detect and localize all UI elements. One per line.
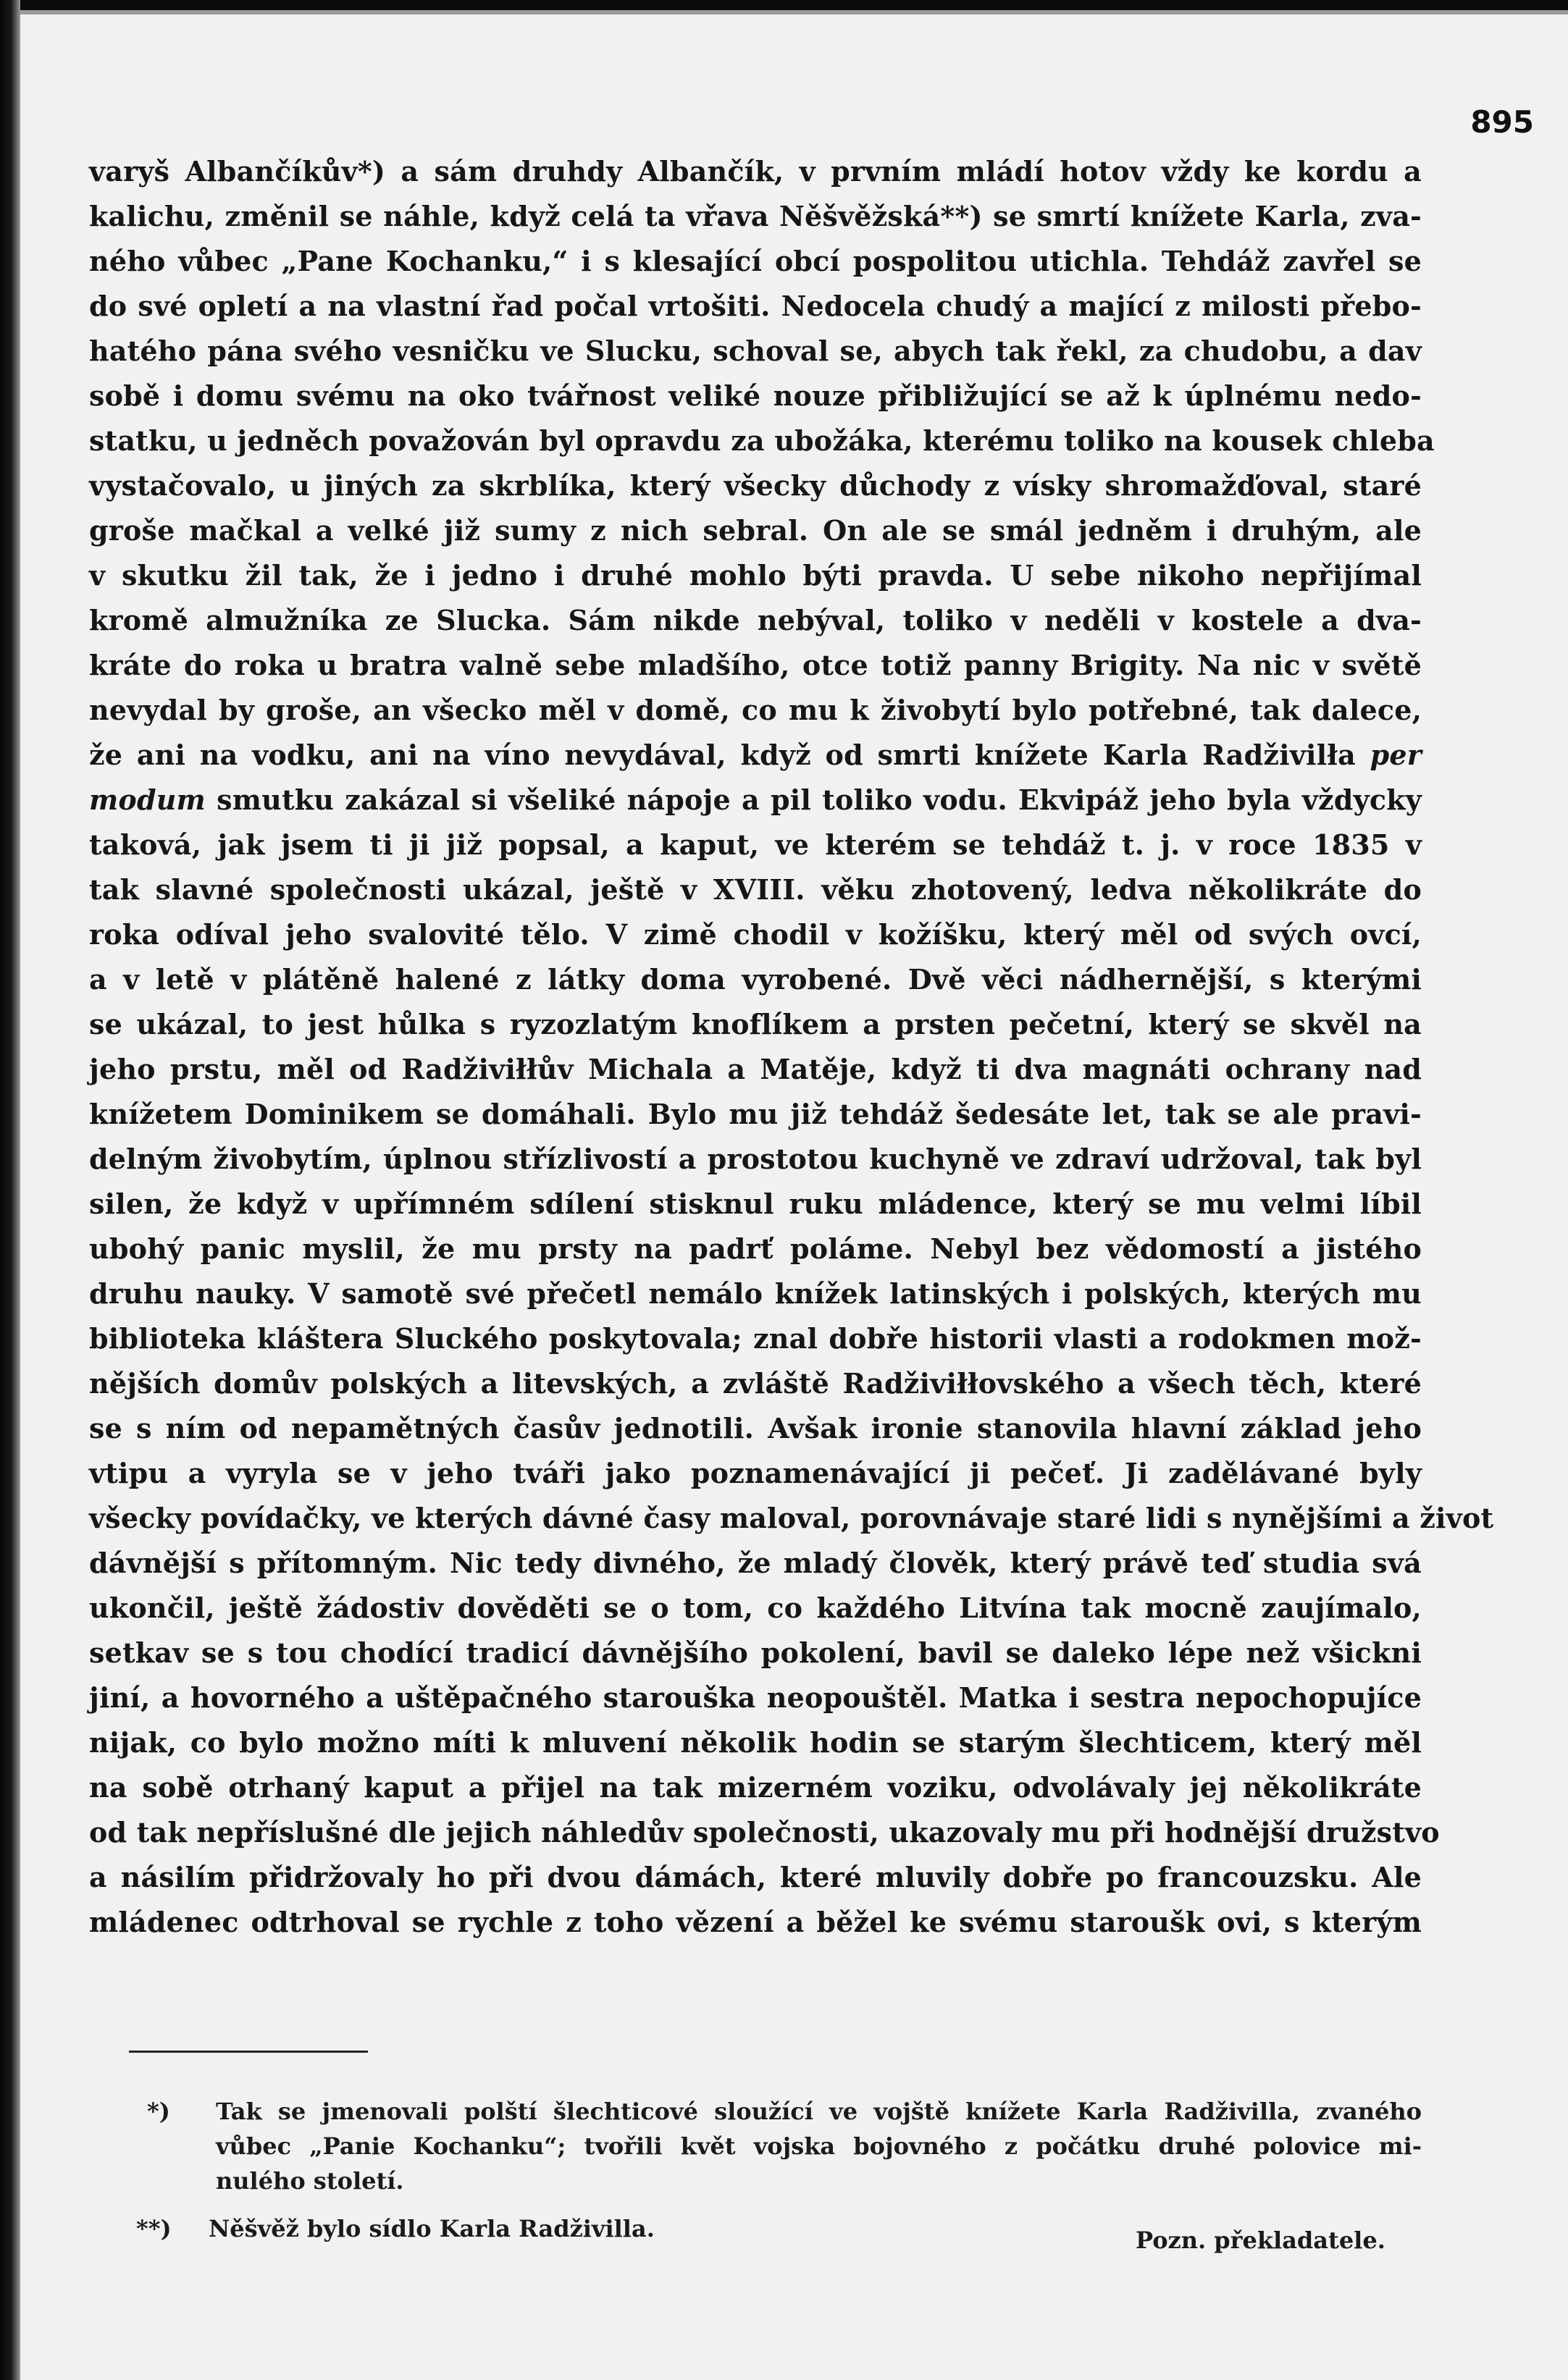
footnote-1-line: nulého století. xyxy=(216,2167,404,2195)
text-line: nevydal by groše, an všecko měl v domě, co mu k živobytí bylo potřebné, tak dalece, xyxy=(89,694,1422,726)
text-line: statku, u jedněch považován byl opravdu za ubožáka, kterému toliko na kousek chleba xyxy=(89,424,1435,457)
text-line: groše mačkal a velké již sumy z nich sebral. On ale se smál jedněm i druhým, ale xyxy=(89,514,1422,547)
text-line: sobě i domu svému na oko tvářnost veliké nouze přibližující se až k úplnému nedo- xyxy=(89,379,1422,412)
text-line: jiní, a hovorného a uštěpačného starouška neopouštěl. Matka i sestra nepochopujíce xyxy=(89,1681,1422,1714)
text-line: nijak, co bylo možno míti k mluvení několik hodin se starým šlechticem, který měl xyxy=(89,1726,1422,1759)
text-line: kalichu, změnil se náhle, když celá ta vřava Něšvěžská**) se smrtí knížete Karla, zva- xyxy=(89,200,1422,232)
text-line: silen, že když v upřímném sdílení stisknul ruku mládence, který se mu velmi líbil xyxy=(89,1187,1422,1220)
text-line: ukončil, ještě žádostiv dověděti se o tom, co každého Litvína tak mocně zaujímalo, xyxy=(89,1591,1422,1624)
text-line: tak slavné společnosti ukázal, ještě v XVIII. věku zhotovený, ledva několikráte do xyxy=(89,873,1422,906)
text-line: roka odíval jeho svalovité tělo. V zimě chodil v kožíšku, který měl od svých ovcí, xyxy=(89,918,1422,951)
text-line: ubohý panic myslil, že mu prsty na padrť poláme. Nebyl bez vědomostí a jistého xyxy=(89,1232,1422,1265)
text-line: mládenec odtrhoval se rychle z toho vězení a běžel ke svému staroušk ovi, s kterým xyxy=(89,1906,1422,1938)
text-line: od tak nepříslušné dle jejich náhledův společnosti, ukazovaly mu při hodnější družstvo xyxy=(89,1816,1440,1849)
page-number: 895 xyxy=(1470,104,1534,140)
text-line: ného vůbec „Pane Kochanku,“ i s klesající obcí pospolitou utichla. Tehdáž zavřel se xyxy=(89,245,1422,277)
text-line: druhu nauky. V samotě své přečetl nemálo knížek latinských i polských, kterých mu xyxy=(89,1277,1422,1310)
book-page xyxy=(20,10,1568,2380)
footnote-2-text: Něšvěž bylo sídlo Karla Radživilla. xyxy=(209,2215,655,2242)
text-line: vystačovalo, u jiných za skrblíka, který všecky důchody z vísky shromažďoval, staré xyxy=(89,469,1422,502)
text-line: dávnější s přítomným. Nic tedy divného, že mladý člověk, který právě teď studia svá xyxy=(89,1547,1422,1579)
text-line: varyš Albančíkův*) a sám druhdy Albančík, v prvním mládí hotov vždy ke kordu a xyxy=(89,155,1422,188)
text-line: hatého pána svého vesničku ve Slucku, schoval se, abych tak řekl, za chudobu, a dav xyxy=(89,335,1422,367)
text-line: všecky povídačky, ve kterých dávné časy maloval, porovnávaje staré lidi s nynějšími a život xyxy=(89,1502,1494,1534)
footnote-1-mark: *) xyxy=(147,2098,170,2125)
text-line: taková, jak jsem ti ji již popsal, a kaput, ve kterém se tehdáž t. j. v roce 1835 v xyxy=(89,828,1422,861)
text-line: se s ním od nepamětných časův jednotili. Avšak ironie stanovila hlavní základ jeho xyxy=(89,1412,1422,1445)
translator-note: Pozn. překladatele. xyxy=(1136,2226,1385,2254)
text-line: kráte do roka u bratra valně sebe mladšího, otce totiž panny Brigity. Na nic v světě xyxy=(89,649,1422,681)
text-line: do své opletí a na vlastní řad počal vrtošiti. Nedocela chudý a mající z milosti přebo- xyxy=(89,290,1422,322)
text-line: vtipu a vyryla se v jeho tváři jako poznamenávající ji pečeť. Ji zadělávané byly xyxy=(89,1457,1422,1489)
text-line: jeho prstu, měl od Radživiłłův Michala a Matěje, když ti dva magnáti ochrany nad xyxy=(89,1053,1422,1085)
body-text xyxy=(20,10,1568,2380)
footnote-1-line: Tak se jmenovali polští šlechticové sloužící ve vojště knížete Karla Radživilla, zvaného xyxy=(216,2098,1422,2125)
text-line: a násilím přidržovaly ho při dvou dámách, které mluvily dobře po francouzsku. Ale xyxy=(89,1861,1422,1893)
text-line: nějších domův polských a litevských, a zvláště Radživiłłovského a všech těch, které xyxy=(89,1367,1422,1400)
text-line: v skutku žil tak, že i jedno i druhé mohlo býti pravda. U sebe nikoho nepřijímal xyxy=(89,559,1422,592)
footnote-separator xyxy=(129,2051,368,2053)
text-line: na sobě otrhaný kaput a přijel na tak mizerném voziku, odvolávaly jej několikráte xyxy=(89,1771,1422,1804)
text-line: se ukázal, to jest hůlka s ryzozlatým knoflíkem a prsten pečetní, který se skvěl na xyxy=(89,1008,1422,1040)
text-line: delným živobytím, úplnou střízlivostí a prostotou kuchyně ve zdraví udržoval, tak byl xyxy=(89,1143,1422,1175)
text-line: biblioteka kláštera Sluckého poskytovala; znal dobře historii vlasti a rodokmen mož- xyxy=(89,1322,1422,1355)
text-line: a v letě v plátěně halené z látky doma vyrobené. Dvě věci nádhernější, s kterými xyxy=(89,963,1422,996)
text-line: setkav se s tou chodící tradicí dávnějšího pokolení, bavil se daleko lépe než všickni xyxy=(89,1636,1422,1669)
text-line: že ani na vodku, ani na víno nevydával, když od smrti knížete Karla Radživilła per xyxy=(89,739,1422,771)
text-line: knížetem Dominikem se domáhali. Bylo mu již tehdáž šedesáte let, tak se ale pravi- xyxy=(89,1098,1422,1130)
footnote-2-mark: **) xyxy=(136,2215,172,2242)
text-line: kromě almužníka ze Slucka. Sám nikde nebýval, toliko v neděli v kostele a dva- xyxy=(89,604,1422,636)
scan-left-edge xyxy=(0,0,20,2380)
footnote-1-line: vůbec „Panie Kochanku“; tvořili květ vojska bojovného z počátku druhé polovice mi- xyxy=(216,2132,1422,2160)
text-line: modum smutku zakázal si všeliké nápoje a pil toliko vodu. Ekvipáž jeho byla vždycky xyxy=(89,783,1422,816)
